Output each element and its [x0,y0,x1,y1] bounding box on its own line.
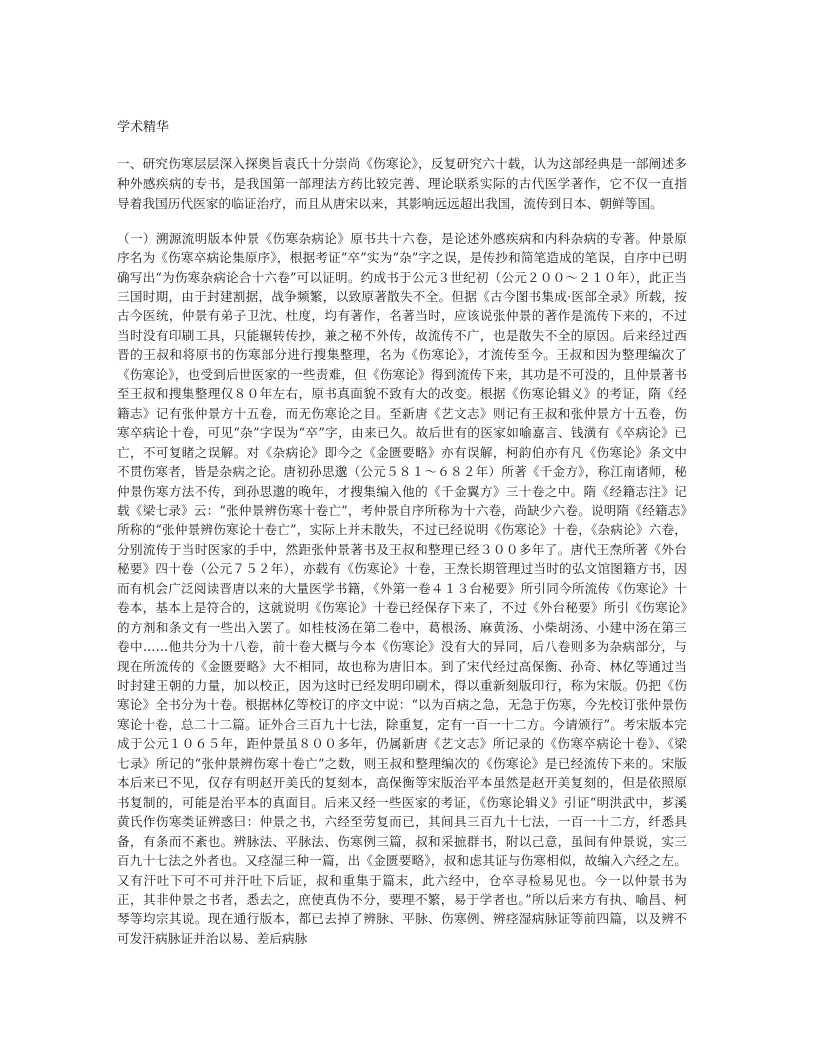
document-page [117,118,687,962]
section-title: 学术精华 [117,120,170,135]
paragraph-origin-editions: （一）溯源流明版本仲景《伤寒杂病论》原书共十六卷，是论述外感疾病和内科杂病的专著。仲景原序名为《伤寒卒病论集原序》，根据考证“卒”实为“杂”字之误，是传抄和简笔造成的笔误，自序中已明确写出“为伤寒杂病论合十六卷”可以证明。约成书于公元３世纪初（公元２００～２１０年），此正当三国时期，由于封建割据，战争频繁，以致原著散失不全。但据《古今图书集成·医部全录》所载，按古今医统，仲景有弟子卫沈、杜度，均有著作，名著当时，应该说张仲景的著作是流传下来的，不过当时没有印刷工具，只能辗转传抄，兼之秘不外传，故流传不广，也是散失不全的原因。后来经过西晋的王叔和将原书的伤寒部分进行搜集整理，名为《伤寒论》，才流传至今。王叔和因为整理编次了《伤寒论》，也受到后世医家的一些责难，但《伤寒论》得到流传下来，其功是不可没的，且仲景著书至王叔和搜集整理仅８０年左右，原书真面貌不致有大的改变。根据《伤寒论辑义》的考证，隋《经籍志》记有张仲景方十五卷，而无伤寒论之目。至新唐《艺文志》则记有王叔和张仲景方十五卷，伤寒卒病论十卷，可见“杂”字误为“卒”字，由来已久。故后世有的医家如喻嘉言、钱潢有《卒病论》已亡，不可复睹之误解。对《杂病论》即今之《金匮要略》亦有误解，柯韵伯亦有凡《伤寒论》条文中不贯伤寒者，皆是杂病之论。唐初孙思邈（公元５８１～６８２年）所著《千金方》，称江南诸师，秘仲景伤寒方法不传，到孙思邈的晚年，才搜集编入他的《千金翼方》三十卷之中。隋《经籍志注》记载《梁七录》云：“张仲景辨伤寒十卷亡”，考仲景自序所称为十六卷，尚缺少六卷。说明隋《经籍志》所称的“张仲景辨伤寒论十卷亡”，实际上并未散失，不过已经说明《伤寒论》十卷，《杂病论》六卷，分别流传于当时医家的手中，然距张仲景著书及王叔和整理已经３００多年了。唐代王焘所著《外台秘要》四十卷（公元７５２年），亦载有《伤寒论》十卷，王焘长期管理过当时的弘文馆图籍方书，因而有机会广泛阅读晋唐以来的大量医学书籍，《外第一卷４１３台秘要》所引同今所流传《伤寒论》十卷本，基本上是符合的，这就说明《伤寒论》十卷已经保存下来了，不过《外台秘要》所引《伤寒论》的方剂和条文有一些出入罢了。如桂枝汤在第二卷中，葛根汤、麻黄汤、小柴胡汤、小建中汤在第三卷中……他共分为十八卷，前十卷大概与今本《伤寒论》没有大的异同，后八卷则多为杂病部分，与现在所流传的《金匮要略》大不相同，故也称为唐旧本。到了宋代经过高保衡、孙奇、林亿等通过当时封建王朝的力量，加以校正，因为这时已经发明印刷术，得以重新刻版印行，称为宋版。仍把《伤寒论》全书分为十卷。根据林亿等校订的序文中说：“以为百病之急，无急于伤寒，今先校订张仲景伤寒论十卷，总二十二篇。证外合三百九十七法，除重复，定有一百一十二方。今请颁行”。考宋版本完成于公元１０６５年，距仲景虽８００多年，仍属新唐《艺文志》所记录的《伤寒卒病论十卷》、《梁七录》所记的“张仲景辨伤寒十卷亡”之数，则王叔和整理编次的《伤寒论》是已经流传下来的。宋版本后来已不见，仅存有明赵开美氏的复刻本，高保衡等宋版治平本虽然是赵开美复刻的，但是依照原书复制的，可能是治平本的真面目。后来又经一些医家的考证，《伤寒论辑义》引证“明洪武中，芗溪黄氏作伤寒类证辨惑曰：仲景之书，六经至劳复而已，其间具三百九十七法，一百一十二方，纤悉具备，有条而不紊也。辨脉法、平脉法、伤寒例三篇，叔和采摭群书，附以己意，虽间有仲景说，实三百九十七法之外者也。又痉湿三种一篇，出《金匮要略》，叔和虑其证与伤寒相似，故编入六经之左。又有汗吐下可不可并汗吐下后证，叔和重集于篇末，此六经中，仓卒寻检易见也。今一以仲景书为正，其非仲景之书者，悉去之，庶使真伪不分，要理不繁，易于学者也。”所以后来方有执、喻昌、柯琴等均宗其说。现在通行版本，都已去掉了辨脉、平脉、伤寒例、辨痉湿病脉证等前四篇，以及辨不可发汗病脉证并治以易、差后病脉 [117,230,687,946]
paragraph-intro: 一、研究伤寒层层深入探奥旨袁氏十分崇尚《伤寒论》，反复研究六十载，认为这部经典是一部阐述多种外感疾病的专书，是我国第一部理法方药比较完善、理论联系实际的古代医学著作，它不仅一直指导着我国历代医家的临证治疗，而且从唐宋以来，其影响远远超出我国，流传到日本、朝鲜等国。 [117,156,687,212]
